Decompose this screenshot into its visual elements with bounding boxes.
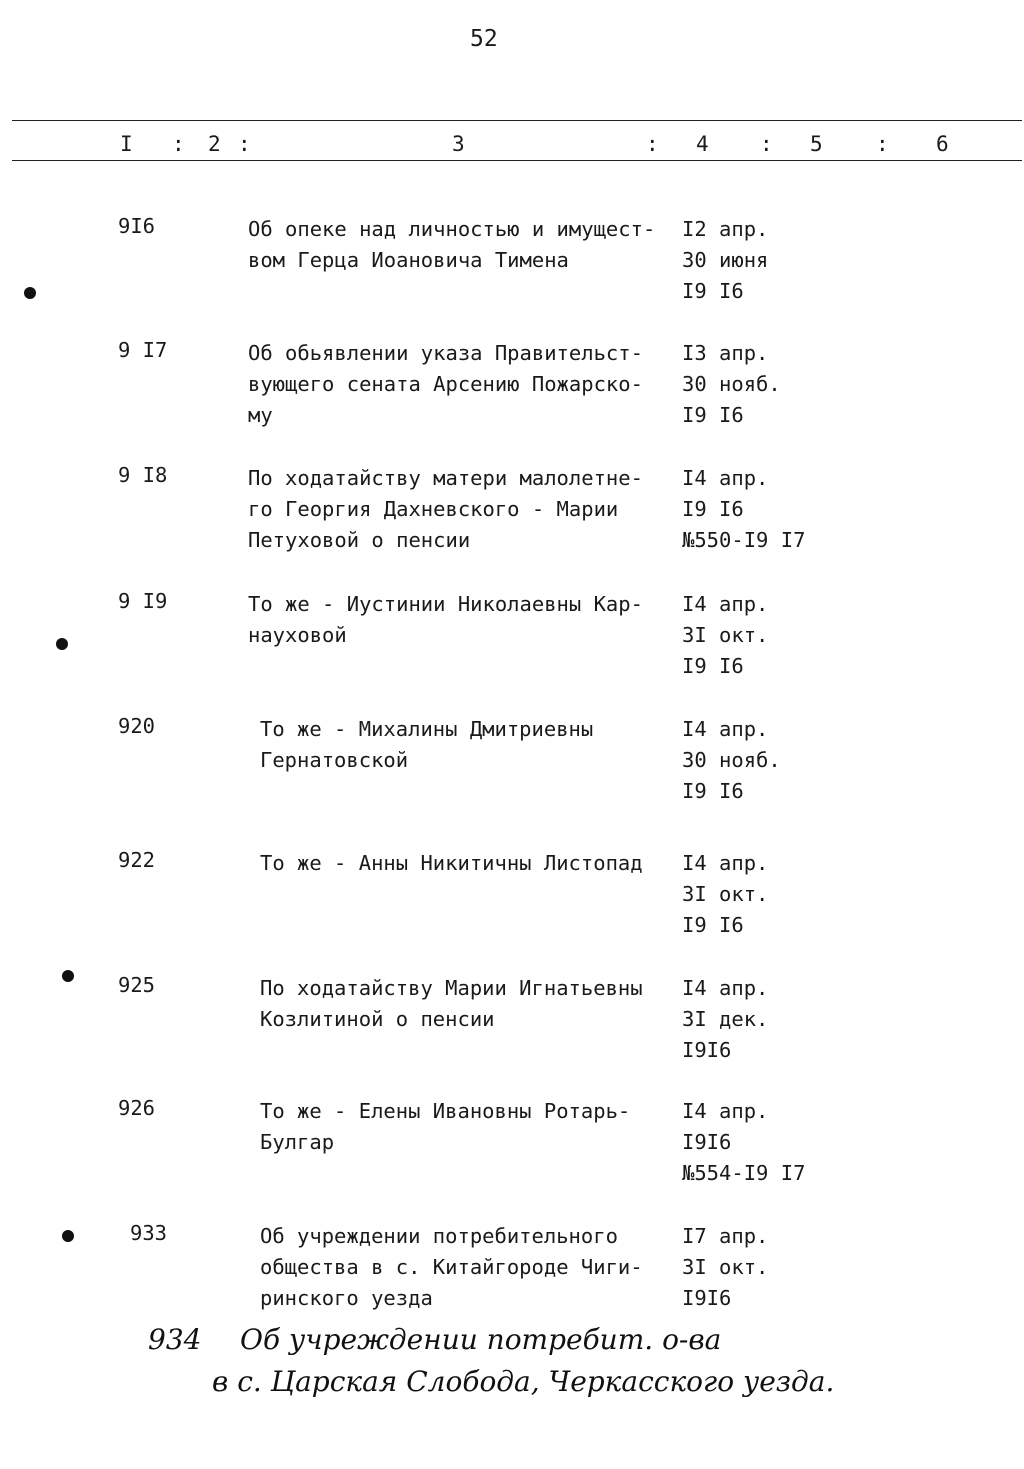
row-dates — [682, 463, 805, 556]
date-line: I9I6 — [682, 1286, 732, 1310]
header-bottom-rule — [12, 160, 1022, 161]
date-line: I9I6 — [682, 1130, 732, 1154]
date-line: 30 нояб. — [682, 748, 781, 772]
row-title: То же - Елены Ивановны Ротарь- Булгар — [260, 1099, 631, 1154]
date-line: №554-I9 I7 — [682, 1161, 806, 1185]
row-title: По ходатайству матери малолетне- го Георгия Дахневского - Марии Петуховой о пенсии — [248, 466, 643, 552]
row-number: 925 — [118, 973, 156, 997]
column-separator: : — [760, 132, 773, 156]
date-line: I9 I6 — [682, 403, 744, 427]
date-line: I4 апр. — [682, 717, 769, 741]
date-line: I9 I6 — [682, 913, 744, 937]
page-number: 52 — [470, 26, 498, 52]
date-line: I3 апр. — [682, 341, 769, 365]
date-line: I9 I6 — [682, 654, 744, 678]
row-dates — [682, 1221, 768, 1314]
date-line: I4 апр. — [682, 592, 769, 616]
date-line: 3I дек. — [682, 1007, 769, 1031]
date-line: I4 апр. — [682, 1099, 769, 1123]
column-header-4: 4 — [696, 132, 709, 156]
date-line: №550-I9 I7 — [682, 528, 806, 552]
column-header-3: 3 — [452, 132, 465, 156]
row-dates — [682, 1096, 805, 1189]
row-number: 933 — [130, 1221, 168, 1245]
date-line: I2 апр. — [682, 217, 769, 241]
date-line: I9 I6 — [682, 279, 744, 303]
date-line: 3I окт. — [682, 623, 769, 647]
row-title: По ходатайству Марии Игнатьевны Козлитиной о пенсии — [260, 976, 643, 1031]
punch-hole-mark — [56, 638, 68, 650]
column-separator: : — [238, 132, 251, 156]
column-header-2: 2 — [208, 132, 221, 156]
punch-hole-mark — [62, 970, 74, 982]
date-line: I9 I6 — [682, 497, 744, 521]
column-header-6: 6 — [936, 132, 949, 156]
row-number: 922 — [118, 848, 156, 872]
row-number: 926 — [118, 1096, 156, 1120]
row-title: То же - Иустинии Николаевны Кар- науховой — [248, 592, 643, 647]
row-title: То же - Анны Никитичны Листопад — [260, 851, 643, 875]
row-dates — [682, 214, 768, 307]
date-line: I4 апр. — [682, 466, 769, 490]
row-title: Об обьявлении указа Правительст- вующего сената Арсению Пожарско- му — [248, 341, 643, 427]
column-separator: : — [646, 132, 659, 156]
row-number: 9 I9 — [118, 589, 168, 613]
date-line: I9I6 — [682, 1038, 732, 1062]
date-line: I4 апр. — [682, 851, 769, 875]
header-top-rule — [12, 120, 1022, 121]
row-dates — [682, 589, 768, 682]
date-line: I9 I6 — [682, 779, 744, 803]
column-separator: : — [172, 132, 185, 156]
date-line: I4 апр. — [682, 976, 769, 1000]
row-number: 9I6 — [118, 214, 156, 238]
handwritten-number: 934 — [148, 1323, 202, 1356]
date-line: 3I окт. — [682, 1255, 769, 1279]
column-separator: : — [876, 132, 889, 156]
date-line: 30 нояб. — [682, 372, 781, 396]
row-dates — [682, 848, 768, 941]
date-line: I7 апр. — [682, 1224, 769, 1248]
column-header-5: 5 — [810, 132, 823, 156]
row-title: То же - Михалины Дмитриевны Гернатовской — [260, 717, 594, 772]
row-dates — [682, 338, 781, 431]
handwritten-line: в с. Царская Слобода, Черкасского уезда. — [212, 1365, 835, 1398]
punch-hole-mark — [24, 287, 36, 299]
row-number: 9 I7 — [118, 338, 168, 362]
handwritten-line: Об учреждении потребит. о-ва — [240, 1323, 722, 1356]
punch-hole-mark — [62, 1230, 74, 1242]
row-dates — [682, 973, 768, 1066]
column-header-1: I — [120, 132, 133, 156]
row-number: 9 I8 — [118, 463, 168, 487]
date-line: 30 июня — [682, 248, 769, 272]
row-title: Об учреждении потребительного общества в с. Китайгороде Чиги- ринского уезда — [260, 1224, 643, 1310]
row-title: Об опеке над личностью и имущест- вом Герца Иоановича Тимена — [248, 217, 656, 272]
date-line: 3I окт. — [682, 882, 769, 906]
row-dates — [682, 714, 781, 807]
row-number: 920 — [118, 714, 156, 738]
